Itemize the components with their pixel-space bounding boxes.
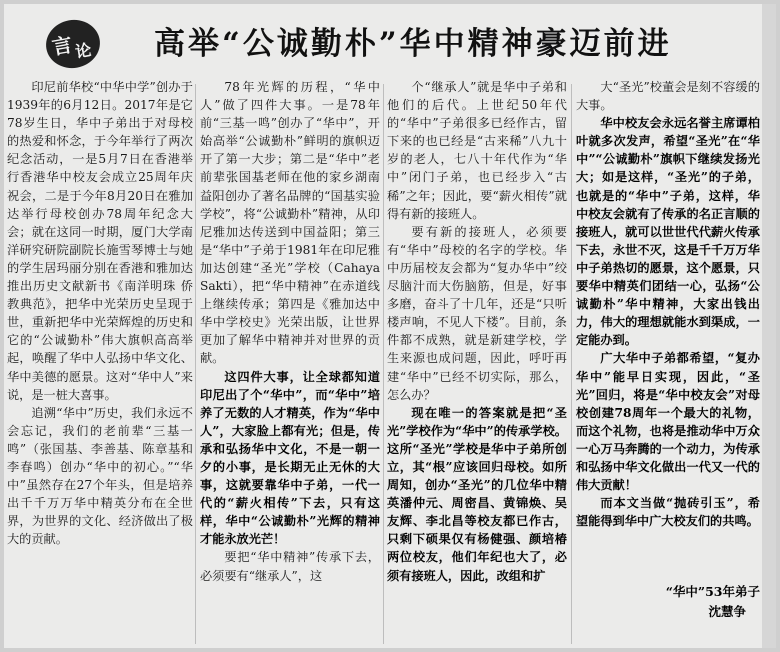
author-name: 沈慧争 [708, 604, 746, 619]
article-title: 高举“公诚勤朴”华中精神豪迈前进 [154, 26, 672, 62]
column-3-paragraph-1: 个“继承人”就是华中子弟和他们的后代。上世纪50年代的“华中”子弟很多已经作古，留下来的也已经是“古来稀”八九十岁的老人，七八十年代作为“华中”闭门子弟，也已经步入“古稀”之年；因此，要“薪火相传”就得有新的接班人。 [387, 80, 567, 221]
badge-char-1: 言 [50, 32, 75, 60]
column-1-paragraph-2: 追溯“华中”历史，我们永远不会忘记，我们的老前辈“三基一鸣”（张国基、李善基、陈章基和李春鸣）创办“华中的初心。”“华中”虽然存在27个年头，但是培养出千千万万华中精英分布在全世界，为世界的文化、经济做出了极大的贡献。 [7, 405, 193, 547]
column-2-paragraph-3: 要把“华中精神”传承下去，必须要有“继承人”，这 [200, 550, 380, 583]
column-4-paragraph-1: 大“圣光”校董会是刻不容缓的大事。 [576, 80, 760, 113]
article-column-3 [387, 78, 567, 646]
author-affiliation: “华中”53年弟子 [665, 584, 760, 599]
column-divider [571, 84, 572, 644]
column-4-paragraph-4: 而本文当做“抛砖引玉”，希望能得到华中广大校友们的共鸣。 [576, 496, 760, 529]
badge-char-2: 论 [73, 40, 93, 62]
column-3-paragraph-2: 要有新的接班人，必须要有“华中”母校的名字的学校。华中历届校友会都为“复办华中”绞尽脑汁而大伤脑筋，但是，好事多磨，奋斗了十几年，还是“只听楼声响，不见人下楼”。目前，条件都不成熟，就是新建学校，学生来源也成问题，因此，呼吁再建“华中”已经不切实际，那么，怎么办？ [387, 224, 567, 402]
article-column-1 [7, 78, 193, 646]
article-header [4, 4, 776, 76]
newspaper-clipping [4, 4, 776, 648]
column-4-paragraph-2: 华中校友会永远名誉主席谭柏叶就多次发声，希望“圣光”在“华中”“公诚勤朴”旗帜下继续发扬光大；如是这样，“圣光”的子弟，也就是的“华中”子弟，这样，华中校友会就有了传承的名正言顺的接班人，就可以世世代代薪火传承下去，永世不灭，这是千千万万华中子弟热切的愿景，这个愿景，只要华中精英们团结一心，弘扬“公诚勤朴”华中精神，大家出钱出力，伟大的理想就能水到渠成，一定能办到。 [576, 116, 760, 348]
column-2-paragraph-2: 这四件大事，让全球都知道印尼出了个“华中”，而“华中”培养了无数的人才精英，作为“华中人”，大家脸上都有光；但是，传承和弘扬华中文化，不是一朝一夕的小事，是长期无止无休的大事，这就要靠华中子弟，一代一代的“薪火相传”下去，只有这样，华中“公诚勤朴”光辉的精神才能永放光芒！ [200, 369, 380, 547]
article-column-4 [576, 78, 760, 578]
column-3-paragraph-3: 现在唯一的答案就是把“圣光”学校作为“华中”的传承学校。这所“圣光”学校是华中子弟所创立，其“根”应该回归母校。如所周知，创办“圣光”的几位华中精英潘仲元、周密昌、黄锦焕、吴友辉、李北昌等校友都已作古，只剩下硕果仅有杨健强、颜培椿两位校友，他们年纪也大了，必须有接班人，因此，改组和扩 [387, 405, 567, 583]
column-divider [383, 84, 384, 644]
column-divider [195, 84, 196, 644]
article-column-2 [200, 78, 380, 646]
page-edge [762, 4, 776, 648]
column-2-paragraph-1: 78年光辉的历程，“华中人”做了四件大事。一是78年前“三基一鸣”创办了“华中”，开始高举“公诚勤朴”鲜明的旗帜迈开了第一大步；第二是“华中”老前辈张国基老师在他的家乡湖南益阳创办了著名品牌的“国基实验学校”，将“公诚勤朴”精神，从印尼雅加达传送到中国益阳；第三是“华中”子弟于1981年在印尼雅加达创建“圣光”学校（Cahaya Sakti），把“华中精神”在赤道线上继续传承；第四是《雅加达中华中学校史》光荣出版，让世界更加了解华中精神并对世界的贡献。 [200, 80, 380, 366]
column-badge-icon [42, 16, 104, 73]
column-4-paragraph-3: 广大华中子弟都希望，“复办华中”能早日实现，因此，“圣光”回归，将是“华中校友会”对母校创建78周年一个最大的礼物，而这个礼物，也将是推动华中万众一心万马奔腾的一个动力，为传承和弘扬中华文化做出一代又一代的伟大贡献！ [576, 351, 760, 493]
column-1-paragraph-1: 印尼前华校“中华中学”创办于1939年的6月12日。2017年是它78岁生日，华中子弟出于对母校的热爱和怀念，于今年举行了两次纪念活动，一是5月7日在香港举行香港华中校友会成立25周年庆祝会，二是于今年8月20日在雅加达举行母校创办78周年纪念大会；就在这同一时期，厦门大学南洋研究研院副院长施雪琴博士与她的学生居玛丽分别在香港和雅加达推出历史文献新书《南洋明珠 侨教典范》，把华中光荣历史呈现于世，重新把华中光荣辉煌的历史和它的“公诚勤朴”伟大旗帜高高举起，唤醒了华中人弘扬中华文化、华中美德的愿景。这对“华中人”来说，是一桩大喜事。 [7, 80, 193, 402]
